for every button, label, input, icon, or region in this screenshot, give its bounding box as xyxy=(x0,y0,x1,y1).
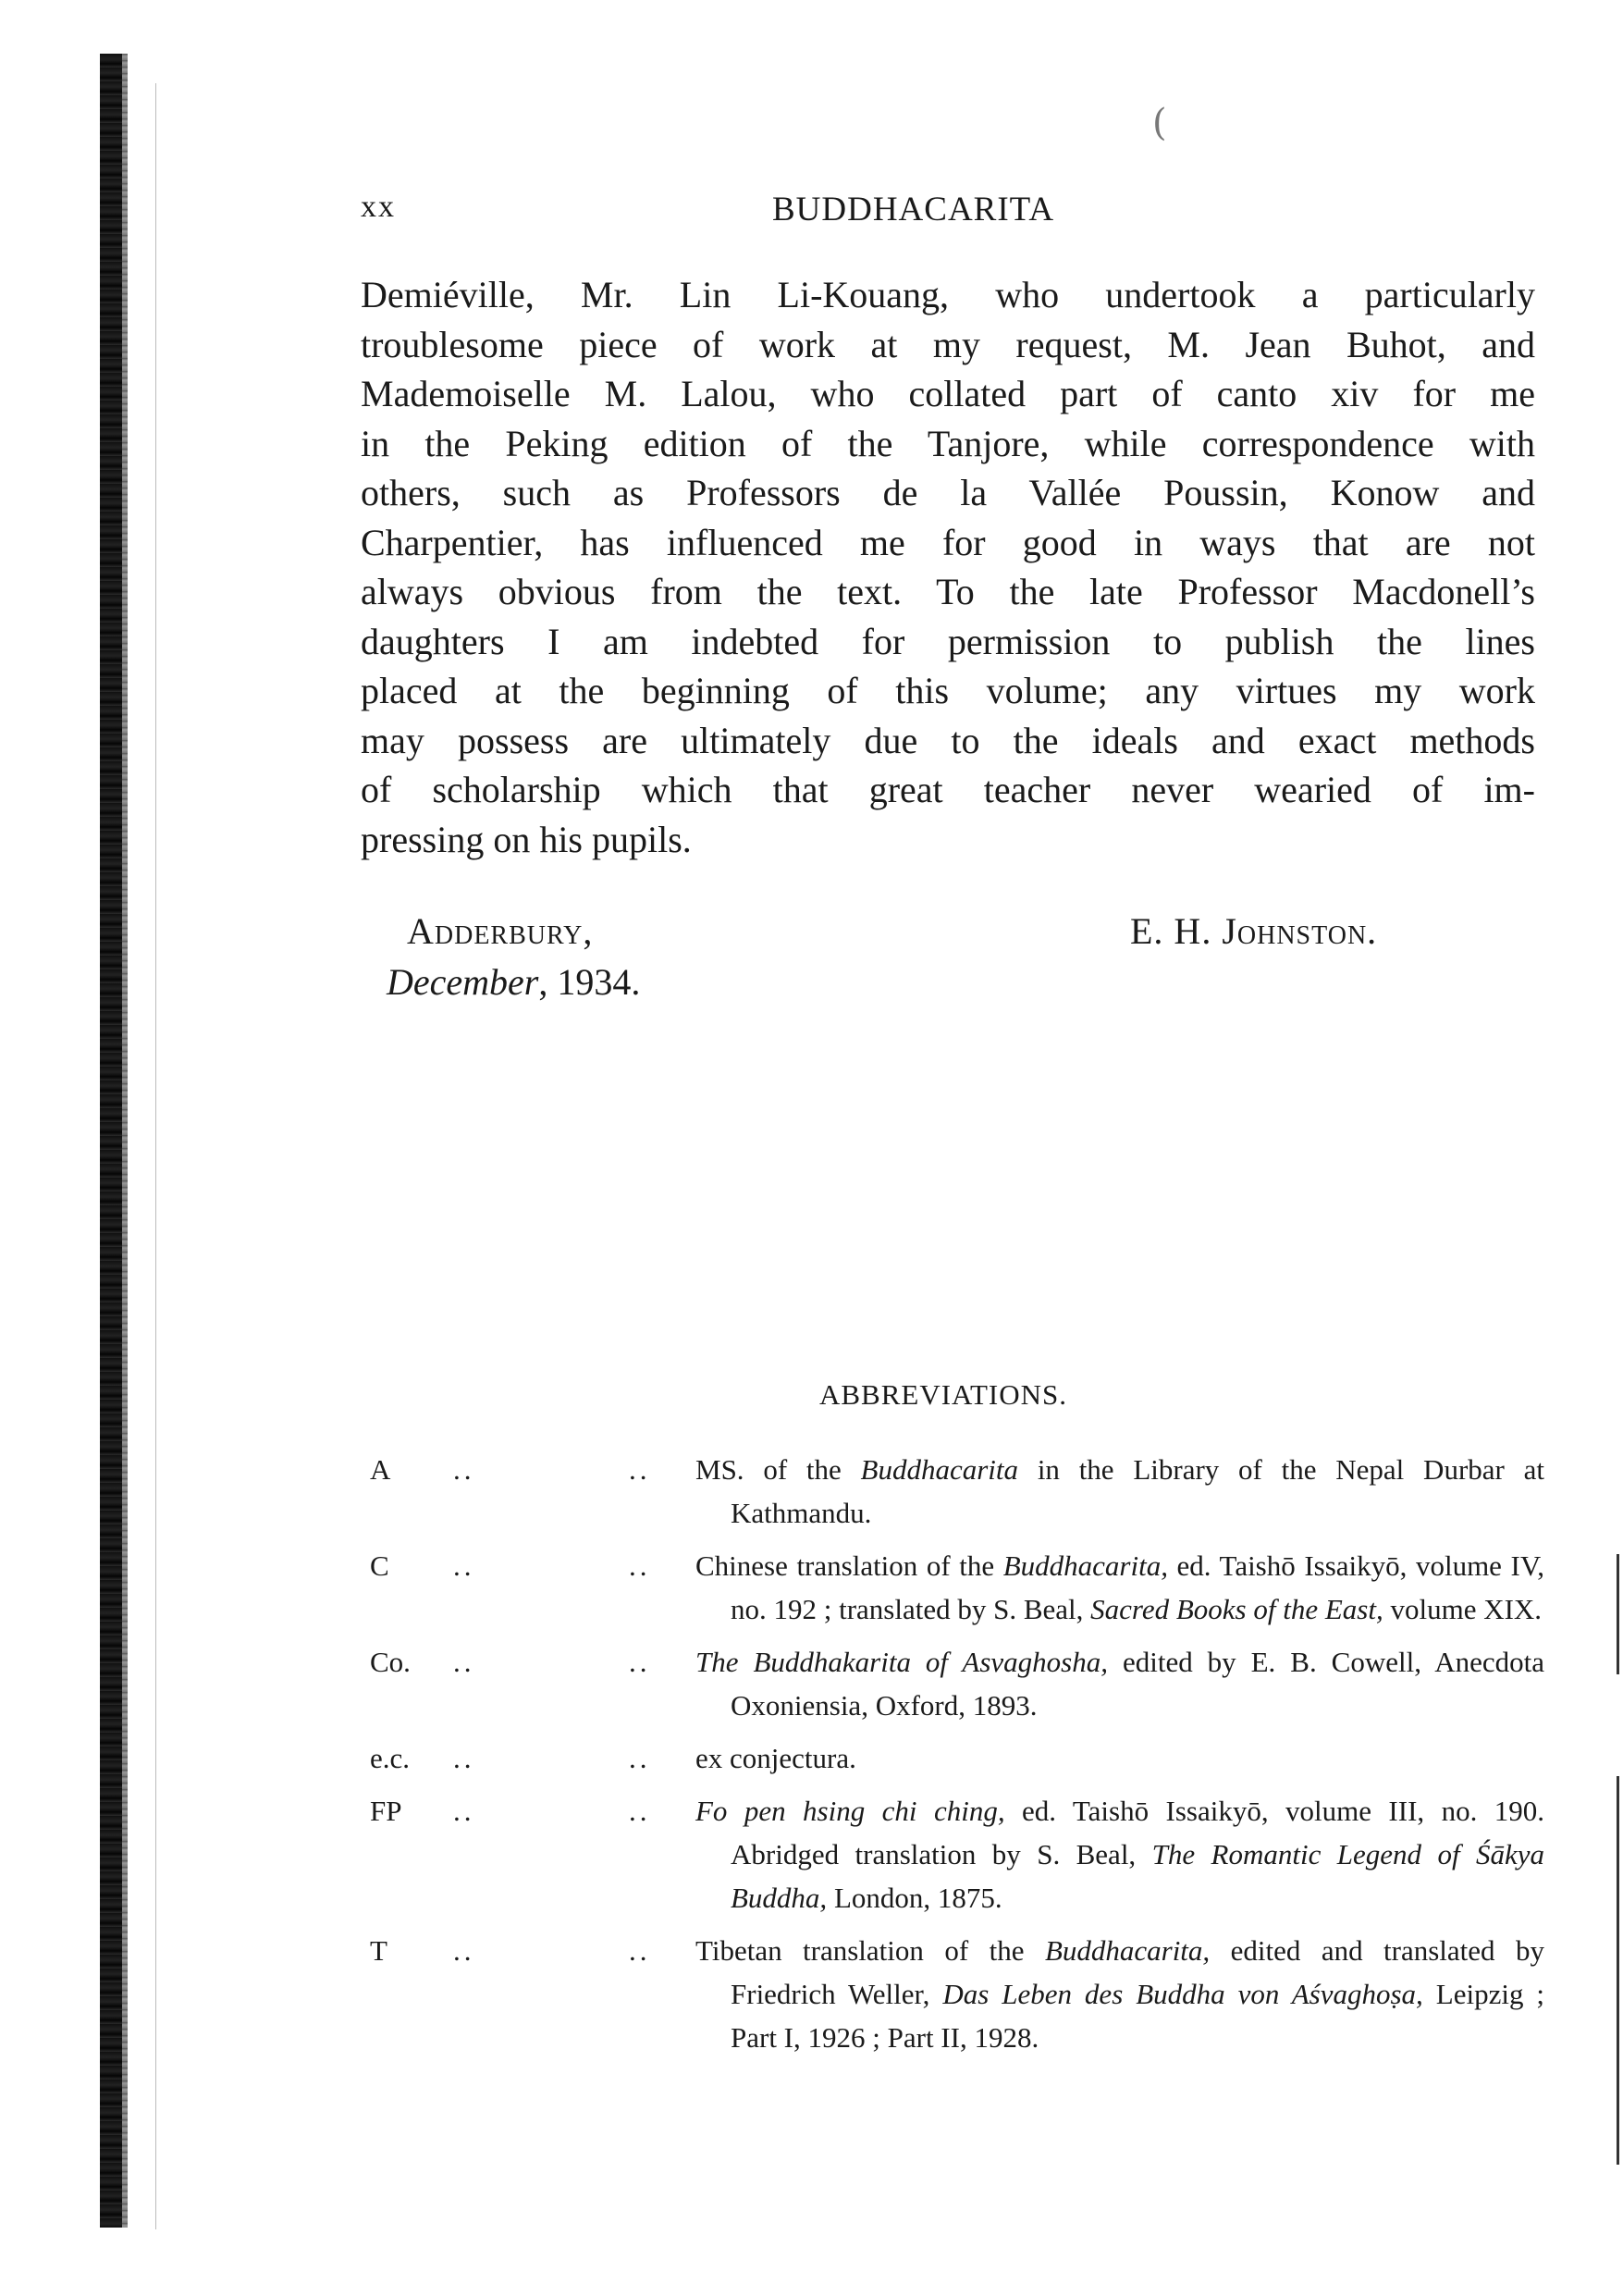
right-edge-mark xyxy=(1617,1554,1619,1674)
description-text: volume XIX. xyxy=(1383,1593,1543,1625)
description-text: MS. of the xyxy=(695,1453,861,1486)
abbreviation-description xyxy=(695,1736,1544,1780)
leader-dots: .. xyxy=(629,1549,651,1582)
italic-title: Das Leben des Buddha von Aśvaghoṣa, xyxy=(942,1978,1423,2010)
page-fold-line xyxy=(155,83,156,2229)
italic-title: Fo pen hsing chi ching, xyxy=(695,1795,1005,1827)
abbreviation-description xyxy=(695,1789,1544,1920)
description-text: Leipzig ; Part I, 1926 ; Part II, 1928. xyxy=(731,1978,1544,2054)
text-line: in the Peking edition of the Tanjore, while correspondence with xyxy=(361,422,1535,464)
closing-date xyxy=(387,960,640,1004)
abbreviation-entry xyxy=(370,1448,1544,1535)
italic-title: The Buddhakarita of Asvaghosha, xyxy=(695,1646,1108,1678)
leader-dots: .. xyxy=(453,1549,475,1582)
page-header xyxy=(361,190,1540,232)
italic-title: Buddhacarita xyxy=(860,1453,1019,1486)
leader-dots: .. xyxy=(629,1646,651,1678)
text-line: placed at the beginning of this volume; any virtues my work xyxy=(361,670,1535,711)
description-text: ex conjectura. xyxy=(695,1742,856,1774)
author-signature: E. H. Johnston. xyxy=(1130,910,1378,952)
description-text: Chinese translation of the xyxy=(695,1549,1003,1582)
date-month: December xyxy=(387,961,539,1003)
leader-dots: .. xyxy=(629,1453,651,1486)
abbreviation-code: e.c. xyxy=(370,1742,411,1774)
text-line: may possess are ultimately due to the ideals and exact methods xyxy=(361,719,1535,761)
leader-dots: .. xyxy=(629,1934,651,1967)
book-binding-edge xyxy=(100,54,128,2228)
text-line: Mademoiselle M. Lalou, who collated part of canto xiv for me xyxy=(361,373,1535,414)
text-line: always obvious from the text. To the late Professor Macdonell’s xyxy=(361,571,1535,612)
stray-pencil-mark: ( xyxy=(1152,102,1167,144)
abbreviation-code: C xyxy=(370,1549,389,1582)
leader-dots: .. xyxy=(453,1646,475,1678)
italic-title: Sacred Books of the East, xyxy=(1090,1593,1383,1625)
description-text: edited and translated by Friedrich Weller, xyxy=(731,1934,1544,2010)
abbreviation-code: Co. xyxy=(370,1646,411,1678)
abbreviation-code: A xyxy=(370,1453,391,1486)
right-edge-mark xyxy=(1617,1776,1619,2165)
abbreviation-entry xyxy=(370,1789,1544,1920)
running-title: BUDDHACARITA xyxy=(772,191,1055,228)
italic-title: Buddhacarita, xyxy=(1044,1934,1211,1967)
abbreviations-list xyxy=(370,1448,1544,2068)
preface-paragraph xyxy=(361,270,1535,864)
abbreviation-entry xyxy=(370,1544,1544,1631)
abbreviation-entry xyxy=(370,1736,1544,1780)
date-year: , 1934. xyxy=(538,961,641,1003)
description-text: ed. Taishō Issaikyō, volume IV, no. 192 ; translated by S. Beal, xyxy=(731,1549,1544,1625)
abbreviation-description xyxy=(695,1448,1544,1535)
leader-dots: .. xyxy=(629,1795,651,1827)
text-line: Charpentier, has influenced me for good in ways that are not xyxy=(361,521,1535,563)
abbreviation-code: FP xyxy=(370,1795,402,1827)
text-line: of scholarship which that great teacher never wearied of im- xyxy=(361,769,1535,810)
closing-place: Adderbury, xyxy=(407,910,594,952)
description-text: ed. Taishō Issaikyō, volume III, no. 190. Abridged translation by S. Beal, xyxy=(731,1795,1544,1870)
leader-dots: .. xyxy=(629,1742,651,1774)
text-line: pressing on his pupils. xyxy=(361,818,692,860)
text-line: daughters I am indebted for permission to publish the lines xyxy=(361,620,1535,662)
page-number: xx xyxy=(361,190,396,224)
abbreviation-description xyxy=(695,1929,1544,2059)
description-text: edited by E. B. Cowell, Anecdota Oxoniensia, Oxford, 1893. xyxy=(731,1646,1544,1722)
abbreviation-description xyxy=(695,1640,1544,1727)
description-text: in the Library of the Nepal Durbar at Kathmandu. xyxy=(731,1453,1544,1529)
text-line: others, such as Professors de la Vallée Poussin, Konow and xyxy=(361,472,1535,513)
abbreviation-entry xyxy=(370,1929,1544,2059)
leader-dots: .. xyxy=(453,1934,475,1967)
description-text: Tibetan translation of the xyxy=(695,1934,1045,1967)
text-line: Demiéville, Mr. Lin Li-Kouang, who undertook a particularly xyxy=(361,274,1535,315)
italic-title: The Romantic Legend of Śākya Buddha, xyxy=(731,1838,1544,1914)
abbreviation-code: T xyxy=(370,1934,387,1967)
abbreviation-description xyxy=(695,1544,1544,1631)
leader-dots: .. xyxy=(453,1795,475,1827)
italic-title: Buddhacarita, xyxy=(1002,1549,1168,1582)
abbreviation-entry xyxy=(370,1640,1544,1727)
text-line: troublesome piece of work at my request, M. Jean Buhot, and xyxy=(361,323,1535,365)
abbreviations-heading: ABBREVIATIONS. xyxy=(818,1378,1068,1411)
leader-dots: .. xyxy=(453,1453,475,1486)
description-text: London, 1875. xyxy=(827,1882,1002,1914)
leader-dots: .. xyxy=(453,1742,475,1774)
